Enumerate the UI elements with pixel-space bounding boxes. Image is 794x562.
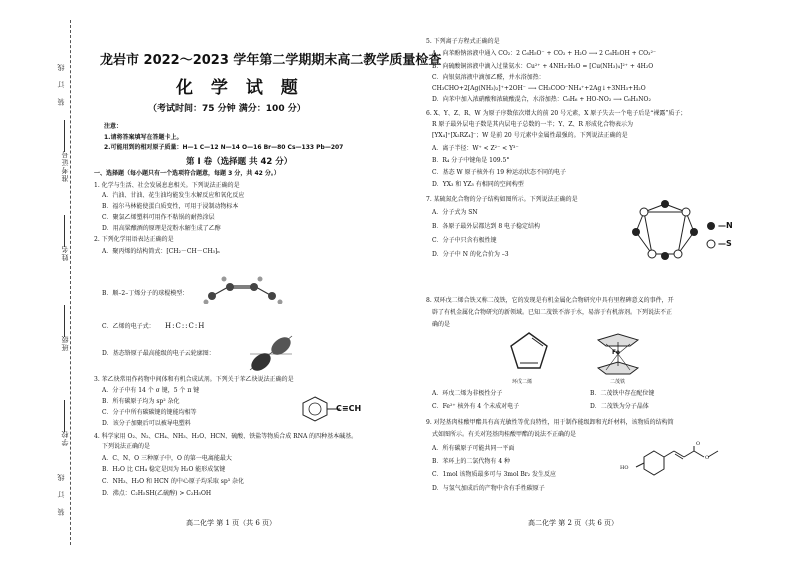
q6-stem-3: [YX₄]⁺[X₂RZ₄]⁻；W 是前 20 号元素中金属性最强的。下列说法正确的是: [432, 132, 628, 139]
exam-no-label: 准考证号: [61, 150, 69, 182]
q2-option-d: D．基态铬原子最高能级的电子云轮廓图：: [102, 350, 215, 357]
q1-option-a: A．汽油、甘油、花生油均能发生水解反应和氧化反应: [102, 192, 245, 199]
q4-option-b: B．H₂O 比 CH₄ 稳定是因为 H₂O 能形成氢键: [102, 466, 226, 473]
seal-text-top: 装 订 线: [57, 60, 65, 106]
q8-option-c: C．Fe²⁺ 核外有 4 个未成对电子: [432, 403, 520, 410]
q1-option-d: D．用高粱酿酒的原理是淀粉水解生成了乙醇: [102, 225, 221, 232]
q9-o2-label: O: [705, 455, 710, 461]
q3-stem: 3. 苯乙炔常用作药物中间体和有机合成试剂。下列关于苯乙炔说法正确的是: [94, 376, 294, 383]
q8-option-a: A．环戊二烯为非极性分子: [432, 390, 503, 397]
q2-option-b: B．顺–2–丁烯分子的球棍模型：: [102, 290, 189, 297]
ferrocene-fe-label: Fe: [612, 349, 620, 356]
q5-option-c-equation: CH₃CHO+2[Ag(NH₃)₂]⁺+2OH⁻ ⟶ CH₃COO⁻NH₄⁺+2Ag↓+3NH₃+H₂O: [432, 85, 646, 92]
q4-option-d: D．沸点：C₂H₅SH(乙硫醇) > C₂H₅OH: [102, 490, 212, 497]
q6-stem-2: R 原子最外层电子数是其内层电子总数的一半；Y、Z、R 形成化合物表示为: [432, 121, 633, 128]
q1-option-b: B．福尔马林能使蛋白质变性，可用于浸制动物标本: [102, 203, 239, 210]
q8-option-d: D．二茂铁为分子晶体: [590, 403, 649, 410]
legend-n: —N: [718, 221, 733, 230]
binding-margin: [0, 0, 84, 562]
ferrocene-caption: 二茂铁: [610, 379, 626, 385]
q3-option-d: D．该分子加聚后可以被导电塑料: [102, 420, 191, 427]
note-2: 2.可能用到的相对原子质量：H—1 C—12 N—14 O—16 Br—80 Cs—133 Pb—207: [104, 144, 344, 151]
q9-option-d: D．与氢气加成后的产物中含有手性碳原子: [432, 485, 545, 492]
footer-right: 高二化学 第 2 页（共 6 页）: [528, 519, 619, 527]
methyl-p-hydroxycinnamate-structure: [628, 446, 724, 480]
ball-stick-model-image: [200, 276, 290, 304]
footer-left: 高二化学 第 1 页（共 6 页）: [186, 519, 277, 527]
q7-option-d: D．分子中 N 的化合价为 –3: [432, 251, 509, 258]
class-label: 班级: [61, 335, 69, 351]
q5-option-a: A．向苯酚钠溶液中通入 CO₂：2 C₆H₅O⁻ + CO₂ + H₂O ⟶ 2 C₆H₅OH + CO₃²⁻: [432, 50, 657, 57]
q9-stem: 9. 对羟基肉桂酸甲酯具有高光敏性等优良特性，用于制作能级卸和光纤材料，该物质的结构简: [426, 419, 674, 426]
q6-option-a: A．离子半径：W⁺ < Z²⁻ < Y³⁻: [432, 145, 519, 152]
q6-option-d: D．YX₃ 和 YZ₃ 有相同的空间构型: [432, 181, 524, 188]
q9-o1-label: O: [696, 441, 701, 447]
d-orbital-image: [246, 332, 296, 376]
page-right: [400, 0, 794, 562]
part1-intro: 一、选择题（每小题只有一个选项符合题意，每题 3 分，共 42 分。）: [94, 170, 280, 177]
binding-dashed-line: [70, 20, 71, 545]
exam-time: （考试时间：75 分钟 满分：100 分）: [148, 104, 306, 114]
q7-option-c: C．分子中只含有极性键: [432, 237, 497, 244]
school-line: [64, 400, 77, 432]
q3-option-b: B．所有碳原子均为 sp² 杂化: [102, 398, 180, 405]
q6-stem: 6. X、Y、Z、R、W 为原子序数依次增大的前 20 号元素，X 原子失去一个电子后是“裸露”质子；: [426, 110, 687, 117]
part1-title: 第 I 卷（选择题 共 42 分）: [186, 157, 293, 167]
q2-stem: 2. 下列化学用语表达正确的是: [94, 236, 174, 243]
name-line: [64, 215, 77, 247]
legend-s: —S: [718, 239, 732, 248]
q7-option-b: B．各原子最外层都达到 8 电子稳定结构: [432, 223, 541, 230]
q7-option-a: A．分子式为 SN: [432, 209, 478, 216]
s4n4-structure: [630, 198, 700, 264]
exam-no-line: [64, 120, 77, 152]
ethylene-electron-formula: H:C::C:H: [165, 322, 206, 330]
q3-option-c: C．分子中所有碳碳键的键能均相等: [102, 409, 197, 416]
q9-option-a: A．所有碳原子可能共同一平面: [432, 445, 515, 452]
q4-stem-2: 下列说法正确的是: [102, 443, 151, 450]
q9-stem-2: 式如图所示。有关对羟基肉桂酸甲酯的说法不正确的是: [432, 431, 577, 438]
q9-option-b: B．苯环上的二氯代物有 4 种: [432, 458, 511, 465]
exam-title: 龙岩市 2022～2023 学年第二学期期末高二教学质量检查: [100, 53, 442, 68]
q4-stem: 4. 科学家用 O₂、N₂、CH₄、NH₃、H₂O、HCN、硫酸、铁盐等物质合成 RNA 的四种基本碱基。: [94, 433, 358, 440]
q2-option-a: A．聚丙烯的结构简式：[CH₂－CH－CH₃]ₙ: [102, 248, 220, 255]
q5-option-d: D．向苯中加入浓硝酸和浓硫酸混合，水浴加热：C₆H₆ + HO-NO₂ ⟶ C₆H₅NO₂: [432, 96, 651, 103]
note-1: 1.请将答案填写在答题卡上。: [104, 134, 183, 141]
q3-struct-label: C≡CH: [336, 404, 362, 413]
q5-option-c: C．向银氨溶液中滴加乙醛，并水浴加热：: [432, 74, 545, 81]
q5-option-b: B．向硫酸铜溶液中滴入过量氨水：Cu²⁺ + 4NH₃·H₂O = [Cu(NH₃)₄]²⁺ + 4H₂O: [432, 63, 654, 70]
class-line: [64, 305, 77, 337]
q8-stem: 8. 双环戊二烯合铁又称二茂铁，它的发现是有机金属化合物研究中具有里程碑意义的事件，开: [426, 297, 674, 304]
subject-title: 化 学 试 题: [176, 78, 304, 98]
q8-option-b: B．二茂铁中存在配位键: [590, 390, 655, 397]
seal-text-bottom: 装 订 线: [57, 470, 65, 516]
q6-option-b: B．R₄ 分子中键角是 109.5°: [432, 157, 510, 164]
q8-stem-3: 确的是: [432, 321, 451, 328]
q9-option-c: C．1mol 该物质最多可与 3mol Br₂ 发生反应: [432, 471, 556, 478]
school-label: 学校: [61, 430, 69, 446]
q4-option-a: A．C、N、O 三种原子中，O 的第一电离能最大: [102, 455, 232, 462]
name-label: 姓名: [61, 245, 69, 261]
q9-ho-label: HO: [620, 465, 629, 471]
notes-label: 注意：: [104, 123, 123, 130]
q2-option-c-label: C．乙烯的电子式：: [102, 323, 155, 330]
q5-stem: 5. 下列离子方程式正确的是: [426, 38, 500, 45]
cyclopentadiene-structure: [508, 330, 550, 372]
q1-option-c: C．聚氯乙烯塑料可用作不粘锅的耐热涂层: [102, 214, 215, 221]
q1-stem: 1. 化学与生活、社会发展息息相关。下列说法正确的是: [94, 182, 240, 189]
q7-stem: 7. 某硫氮化合物的分子结构如图所示。下列说法正确的是: [426, 196, 578, 203]
q4-option-c: C．NH₃、H₂O 和 HCN 的中心原子均采取 sp³ 杂化: [102, 478, 244, 485]
q8-stem-2: 辟了有机金属化合物研究的新领域。已知二茂铁不溶于水，易溶于有机溶剂。下列说法不正: [432, 309, 673, 316]
s4n4-legend-marks: [704, 218, 718, 252]
q6-option-c: C．基态 W 原子核外有 19 种运动状态不同的电子: [432, 169, 567, 176]
q3-option-a: A．分子中有 14 个 σ 键，5 个 π 键: [102, 387, 200, 394]
cyclopentadiene-caption: 环戊二烯: [512, 379, 533, 385]
